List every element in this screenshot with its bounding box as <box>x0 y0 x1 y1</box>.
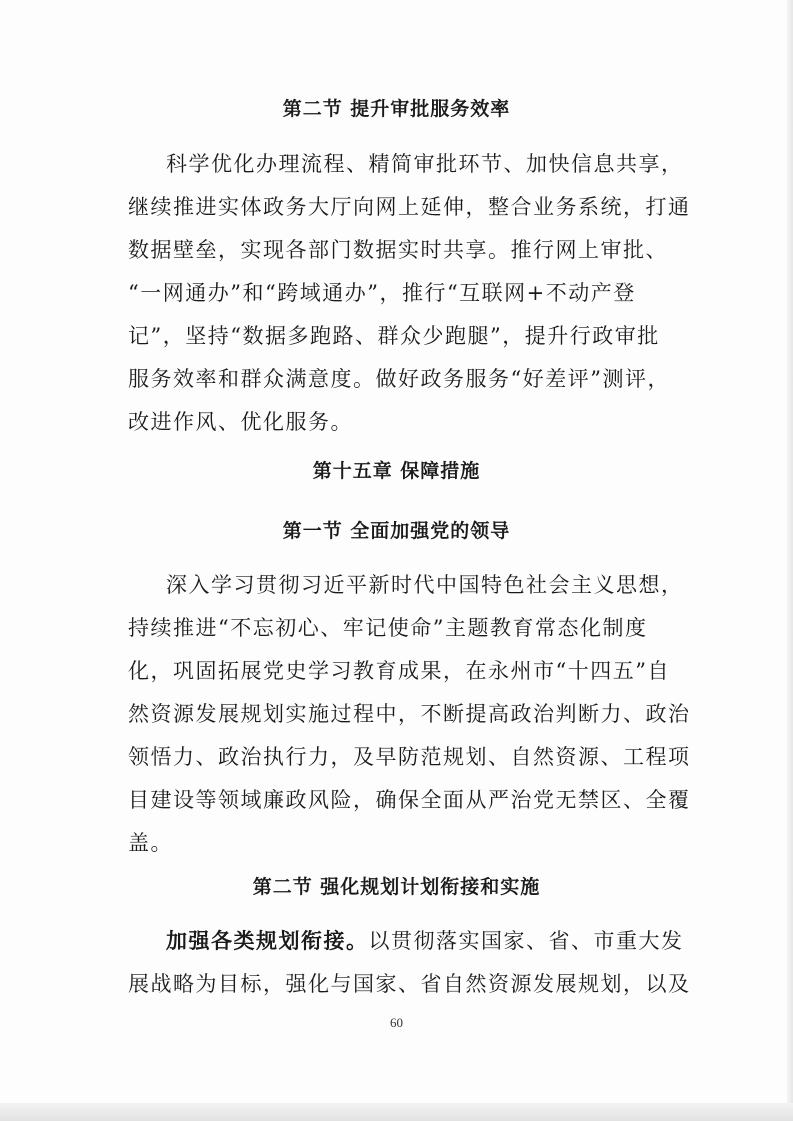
scan-edge-bottom <box>0 1103 793 1121</box>
paragraph-line: 服务效率和群众满意度。做好政务服务“好差评”测评， <box>128 367 670 391</box>
paragraph-line: 记”，坚持“数据多跑路、群众少跑腿”，提升行政审批 <box>128 324 660 348</box>
paragraph-lead-phrase: 加强各类规划衔接。 <box>166 929 369 953</box>
paragraph-approval-efficiency <box>128 143 691 444</box>
paragraph-line <box>128 920 684 963</box>
paragraph-line: 深入学习贯彻习近平新时代中国特色社会主义思想， <box>166 573 684 597</box>
paragraph-line: 科学优化办理流程、精简审批环节、加快信息共享， <box>166 152 684 176</box>
paragraph-line-rest: 以贯彻落实国家、省、市重大发 <box>368 929 684 953</box>
paragraph-line: 目建设等领域廉政风险，确保全面从严治党无禁区、全覆 <box>128 788 691 812</box>
section-heading-approval-efficiency: 第二节 提升审批服务效率 <box>282 98 511 120</box>
paragraph-line: 展战略为目标，强化与国家、省自然资源发展规划，以及 <box>128 972 691 996</box>
paragraph-line: 盖。 <box>128 831 173 855</box>
paragraph-party-leadership <box>128 564 691 865</box>
chapter-heading-safeguards: 第十五章 保障措施 <box>312 460 481 482</box>
paragraph-line: “一网通办”和“跨域通办”，推行“互联网+不动产登 <box>128 281 636 305</box>
page-number: 60 <box>390 1015 403 1030</box>
paragraph-line: 持续推进“不忘初心、牢记使命”主题教育常态化制度 <box>128 616 648 640</box>
scan-edge-right <box>787 0 793 1121</box>
paragraph-line: 领悟力、政治执行力，及早防范规划、自然资源、工程项 <box>128 745 691 769</box>
paragraph-line: 化，巩固拓展党史学习教育成果，在永州市“十四五”自 <box>128 659 670 683</box>
paragraph-line: 继续推进实体政务大厅向网上延伸，整合业务系统，打通 <box>128 195 691 219</box>
section-heading-plan-coordination: 第二节 强化规划计划衔接和实施 <box>252 876 541 898</box>
paragraph-line: 改进作风、优化服务。 <box>128 410 353 434</box>
paragraph-plan-coordination <box>128 920 691 1006</box>
paragraph-line: 然资源发展规划实施过程中，不断提高政治判断力、政治 <box>128 702 691 726</box>
paragraph-line: 数据壁垒，实现各部门数据实时共享。推行网上审批、 <box>128 238 668 262</box>
section-heading-party-leadership: 第一节 全面加强党的领导 <box>282 520 511 542</box>
